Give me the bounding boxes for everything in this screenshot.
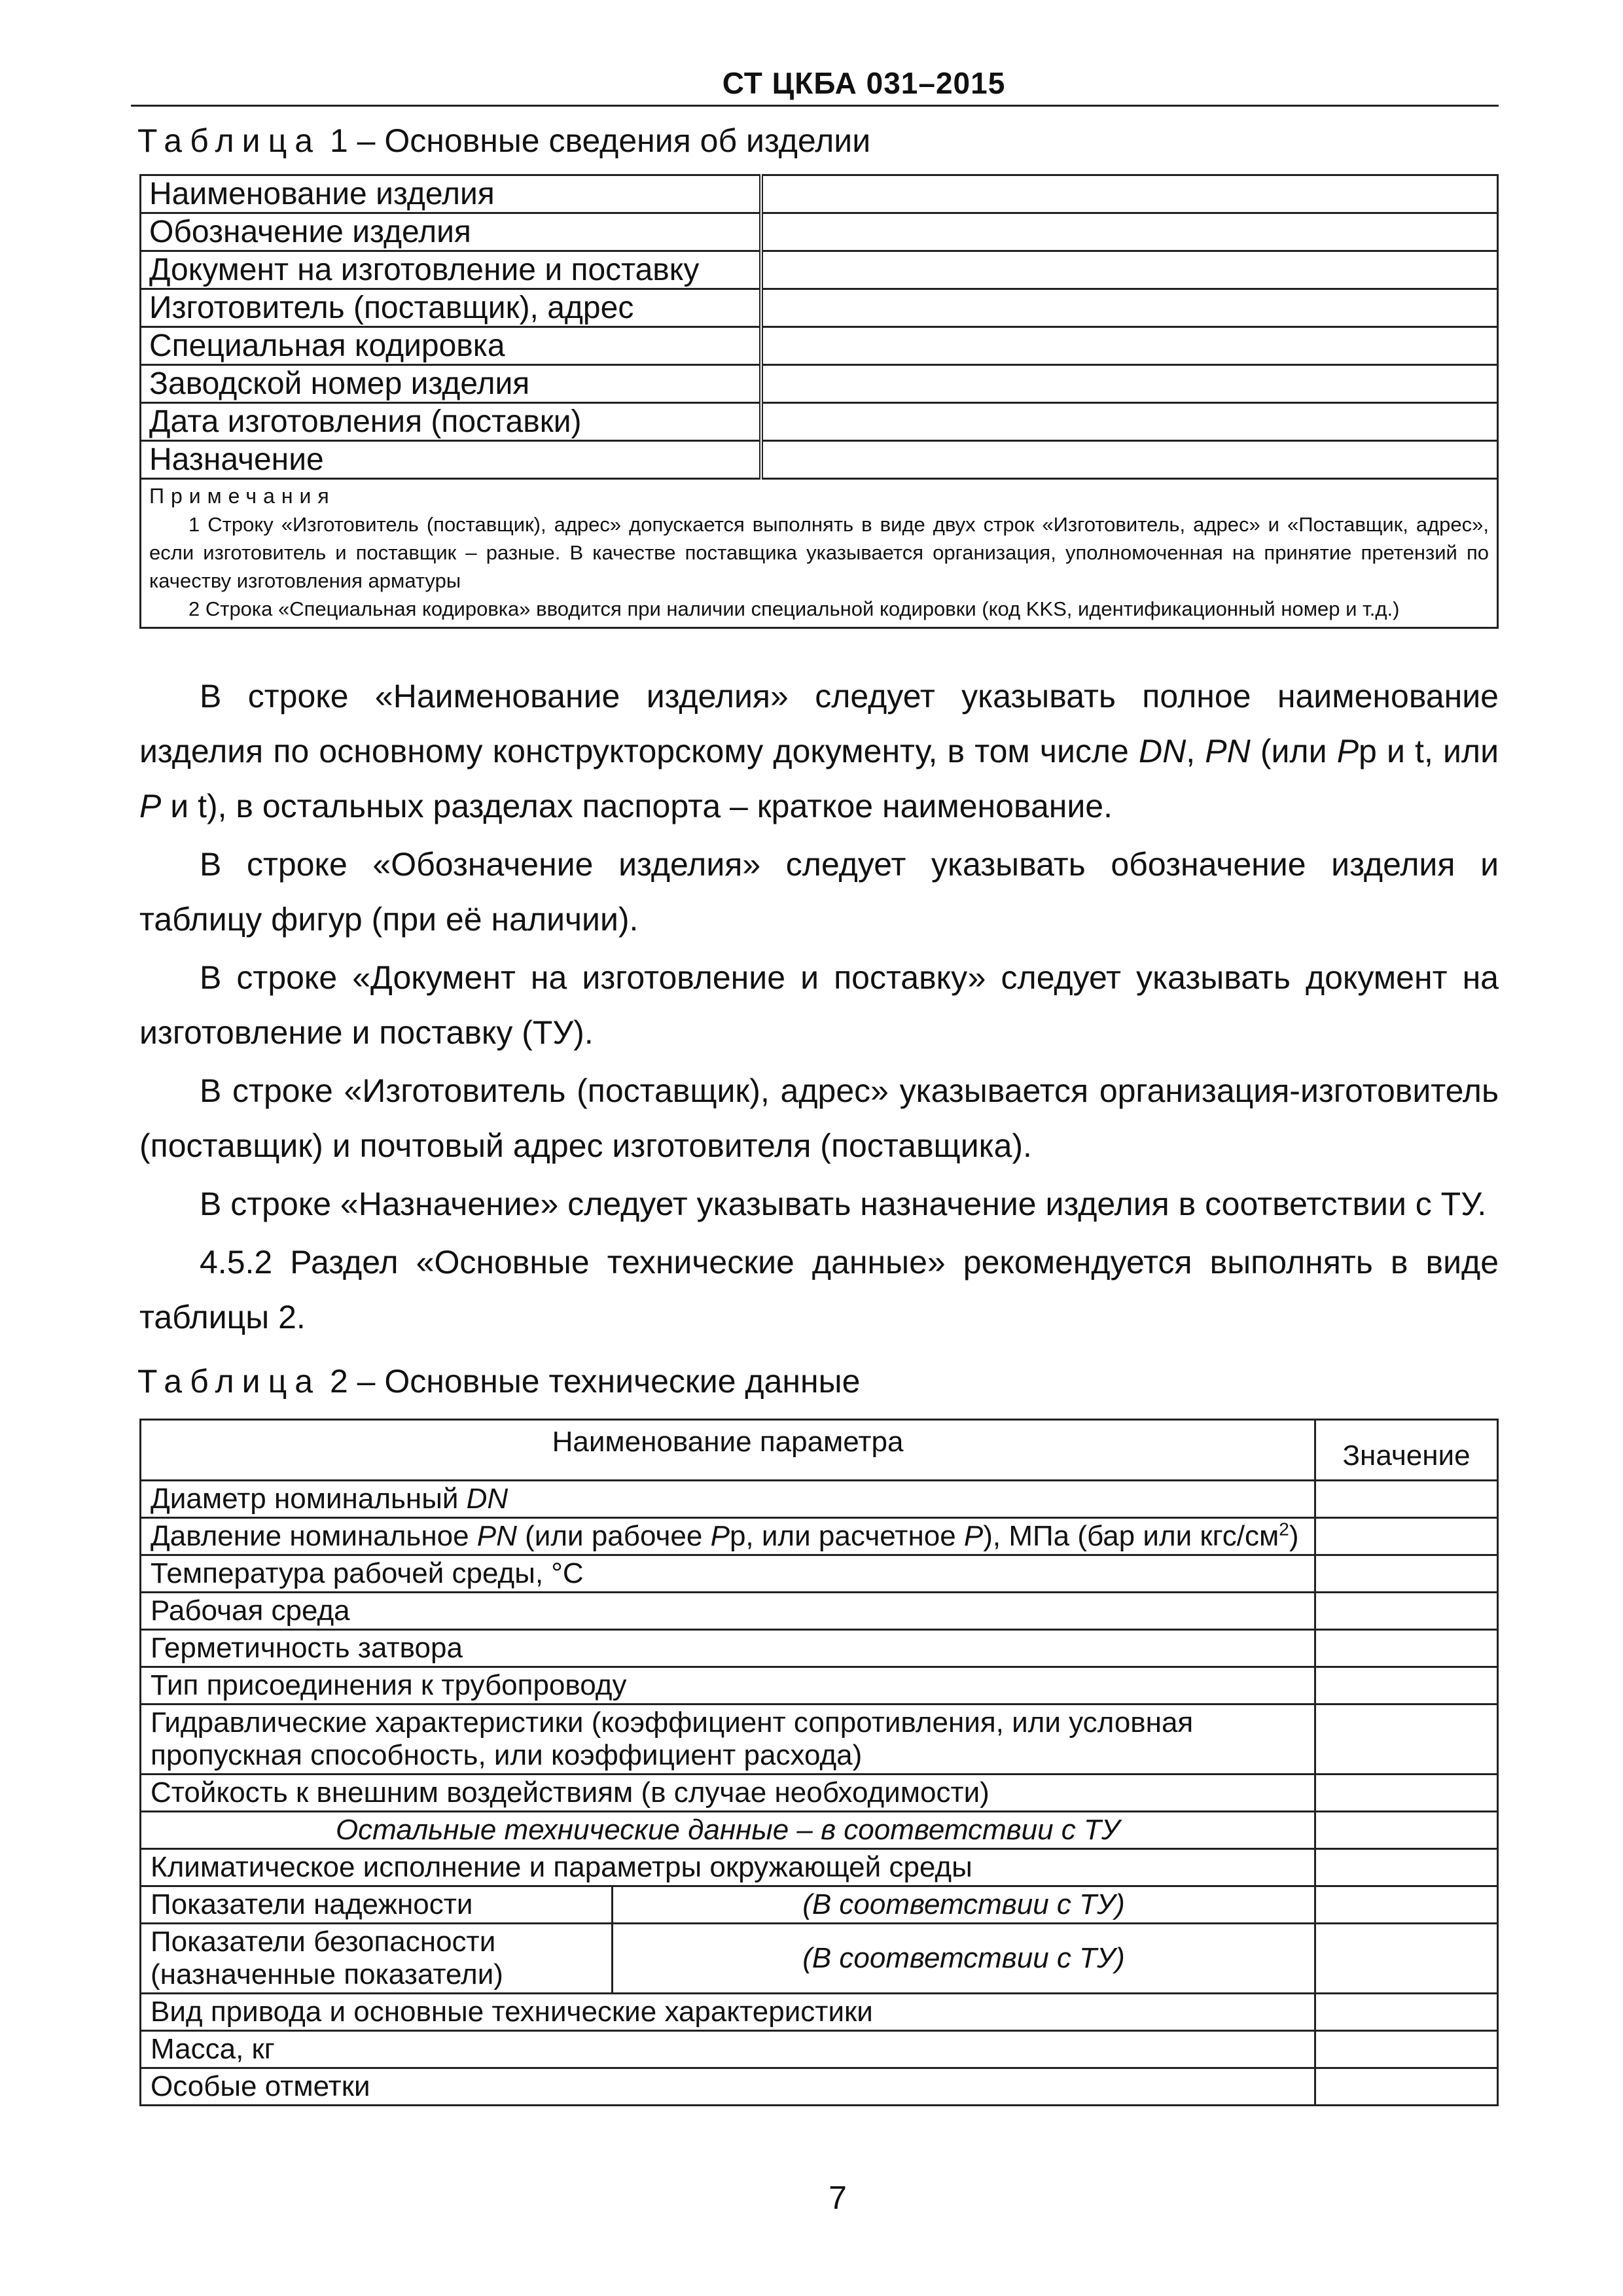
var-p: P: [139, 788, 162, 824]
paragraph-text: и t), в остальных разделах паспорта – краткое наименование.: [161, 788, 1113, 824]
value-cell: [1315, 1812, 1498, 1849]
table-row: [141, 1667, 1498, 1704]
param-hydraulic: Гидравлические характеристики (коэффициент сопротивления, или условная пропускная способность, или коэффициент расхода): [141, 1704, 1315, 1775]
value-cell: [1315, 1630, 1498, 1667]
param-text: ): [1289, 1520, 1299, 1552]
table1-value-cell: [761, 441, 1498, 479]
table1-label-purpose: Назначение: [141, 441, 762, 479]
param-dn: [141, 1481, 1315, 1518]
param-safety: Показатели безопасности (назначенные показатели): [141, 1924, 613, 1994]
param-text: (или рабочее: [516, 1520, 711, 1552]
value-cell: [1315, 1667, 1498, 1704]
table-row: [141, 1886, 1498, 1924]
paragraph-purpose: В строке «Назначение» следует указывать назначение изделия в соответствии с ТУ.: [200, 1186, 1487, 1222]
table-row: [141, 1481, 1498, 1518]
var-dn: DN: [1139, 733, 1186, 769]
table1-label-special-coding: Специальная кодировка: [141, 327, 762, 365]
table-row: [141, 175, 1498, 213]
paragraph-manufacturer: В строке «Изготовитель (поставщик), адрес» указывается организация-изготовитель (поставщик) и почтовый адрес изготовителя (поставщика).: [139, 1072, 1499, 1164]
table1-value-cell: [761, 251, 1498, 289]
param-reliability: Показатели надежности: [141, 1886, 613, 1924]
paragraph-text: (или: [1250, 733, 1337, 769]
table1-label-serial-number: Заводской номер изделия: [141, 365, 762, 403]
value-cell: [1315, 1849, 1498, 1886]
table1-basic-info: [139, 174, 1499, 629]
param-text: р, или расчетное: [729, 1520, 964, 1552]
column-header-parameter: Наименование параметра: [141, 1420, 1315, 1481]
table-row: [141, 251, 1498, 289]
table-row: [141, 1630, 1498, 1667]
table2-technical-data: [139, 1419, 1499, 2106]
value-cell: [1315, 1886, 1498, 1924]
paragraph-section-4-5-2: 4.5.2 Раздел «Основные технические данные» рекомендуется выполнять в виде таблицы 2.: [139, 1244, 1499, 1335]
table-row: [141, 1555, 1498, 1593]
value-cell: [1315, 1593, 1498, 1630]
table-row: [141, 1924, 1498, 1994]
var-pp: P: [1336, 733, 1359, 769]
document-code: СТ ЦКБА 031–2015: [722, 66, 1006, 100]
table-row: [141, 327, 1498, 365]
table2-caption-text: 2 – Основные технические данные: [329, 1363, 861, 1400]
param-mass: Масса, кг: [141, 2031, 1315, 2068]
table1-value-cell: [761, 365, 1498, 403]
notes-title: Примечания: [149, 484, 336, 508]
table-row: [141, 441, 1498, 479]
table-row: [141, 403, 1498, 441]
value-cell: [1315, 1704, 1498, 1775]
table-header-row: [141, 1420, 1498, 1481]
var-pn: PN: [1205, 733, 1251, 769]
table-row: [141, 479, 1498, 628]
body-text: [139, 669, 1499, 1348]
table-row: [141, 1812, 1498, 1849]
paragraph-designation: В строке «Обозначение изделия» следует указывать обозначение изделия и таблицу фигур (при её наличии).: [139, 846, 1499, 938]
table2-caption: [137, 1362, 860, 1400]
table1-value-cell: [761, 213, 1498, 251]
table1-value-cell: [761, 327, 1498, 365]
paragraph-text: р и t, или: [1359, 733, 1499, 769]
table1-notes: [141, 479, 1498, 628]
param-pressure: [141, 1518, 1315, 1555]
value-cell: [1315, 2031, 1498, 2068]
param-text: Давление номинальное: [151, 1520, 477, 1552]
header-rule: [131, 105, 1499, 107]
paragraph-text: В строке «Наименование изделия» следует указывать полное наименование изделия по основному конструкторскому документу, в том числе: [139, 678, 1499, 769]
param-other-data: Остальные технические данные – в соответствии с ТУ: [141, 1812, 1315, 1849]
table-row: [141, 1593, 1498, 1630]
table1-value-cell: [761, 175, 1498, 213]
value-cell: [1315, 1994, 1498, 2031]
table-row: [141, 2031, 1498, 2068]
table1-label-date: Дата изготовления (поставки): [141, 403, 762, 441]
table-row: [141, 1849, 1498, 1886]
param-connection-type: Тип присоединения к трубопроводу: [141, 1667, 1315, 1704]
column-header-value: Значение: [1315, 1420, 1498, 1481]
table-row: [141, 1775, 1498, 1812]
value-cell: [1315, 2068, 1498, 2106]
table-row: [141, 1518, 1498, 1555]
page-number: 7: [829, 2180, 847, 2216]
param-special-notes: Особые отметки: [141, 2068, 1315, 2106]
paragraph-text: ,: [1186, 733, 1205, 769]
var-p: P: [963, 1520, 984, 1552]
table1-caption-word: Таблица: [137, 122, 321, 159]
paragraph-document: В строке «Документ на изготовление и поставку» следует указывать документ на изготовление и поставку (ТУ).: [139, 959, 1499, 1051]
param-reliability-note: (В соответствии с ТУ): [613, 1886, 1315, 1924]
table1-value-cell: [761, 403, 1498, 441]
var-dn: DN: [466, 1483, 508, 1515]
param-climate: Климатическое исполнение и параметры окружающей среды: [141, 1849, 1315, 1886]
param-safety-note: (В соответствии с ТУ): [613, 1924, 1315, 1994]
value-cell: [1315, 1555, 1498, 1593]
superscript: 2: [1279, 1519, 1289, 1540]
value-cell: [1315, 1775, 1498, 1812]
table2-caption-word: Таблица: [137, 1363, 321, 1400]
param-text: ), МПа (бар или кгс/см: [983, 1520, 1279, 1552]
value-cell: [1315, 1924, 1498, 1994]
table1-label-name: Наименование изделия: [141, 175, 762, 213]
table1-label-document: Документ на изготовление и поставку: [141, 251, 762, 289]
table1-value-cell: [761, 289, 1498, 327]
table-row: [141, 1704, 1498, 1775]
table-row: [141, 1994, 1498, 2031]
param-medium: Рабочая среда: [141, 1593, 1315, 1630]
value-cell: [1315, 1518, 1498, 1555]
var-pn: PN: [476, 1520, 517, 1552]
param-text: Диаметр номинальный: [151, 1483, 467, 1515]
paragraph-name: [139, 669, 1499, 834]
param-tightness: Герметичность затвора: [141, 1630, 1315, 1667]
param-drive: Вид привода и основные технические характеристики: [141, 1994, 1315, 2031]
table1-label-designation: Обозначение изделия: [141, 213, 762, 251]
var-pp: P: [710, 1520, 730, 1552]
table-row: [141, 2068, 1498, 2106]
value-cell: [1315, 1481, 1498, 1518]
table1-caption: [137, 122, 870, 160]
table1-label-manufacturer: Изготовитель (поставщик), адрес: [141, 289, 762, 327]
note-1: 1 Строку «Изготовитель (поставщик), адрес» допускается выполнять в виде двух строк «Изготовитель, адрес» и «Поставщик, адрес», если изготовитель и поставщик – разные. В качестве поставщика указывается организация, уполномоченная на принятие претензий по качеству изготовления арматуры: [149, 513, 1489, 592]
note-2: 2 Строка «Специальная кодировка» вводится при наличии специальной кодировки (код KKS, идентификационный номер и т.д.): [188, 597, 1400, 620]
param-resistance: Стойкость к внешним воздействиям (в случае необходимости): [141, 1775, 1315, 1812]
table1-caption-text: 1 – Основные сведения об изделии: [329, 122, 871, 159]
table-row: [141, 213, 1498, 251]
table-row: [141, 365, 1498, 403]
param-temperature: Температура рабочей среды, °С: [141, 1555, 1315, 1593]
table-row: [141, 289, 1498, 327]
